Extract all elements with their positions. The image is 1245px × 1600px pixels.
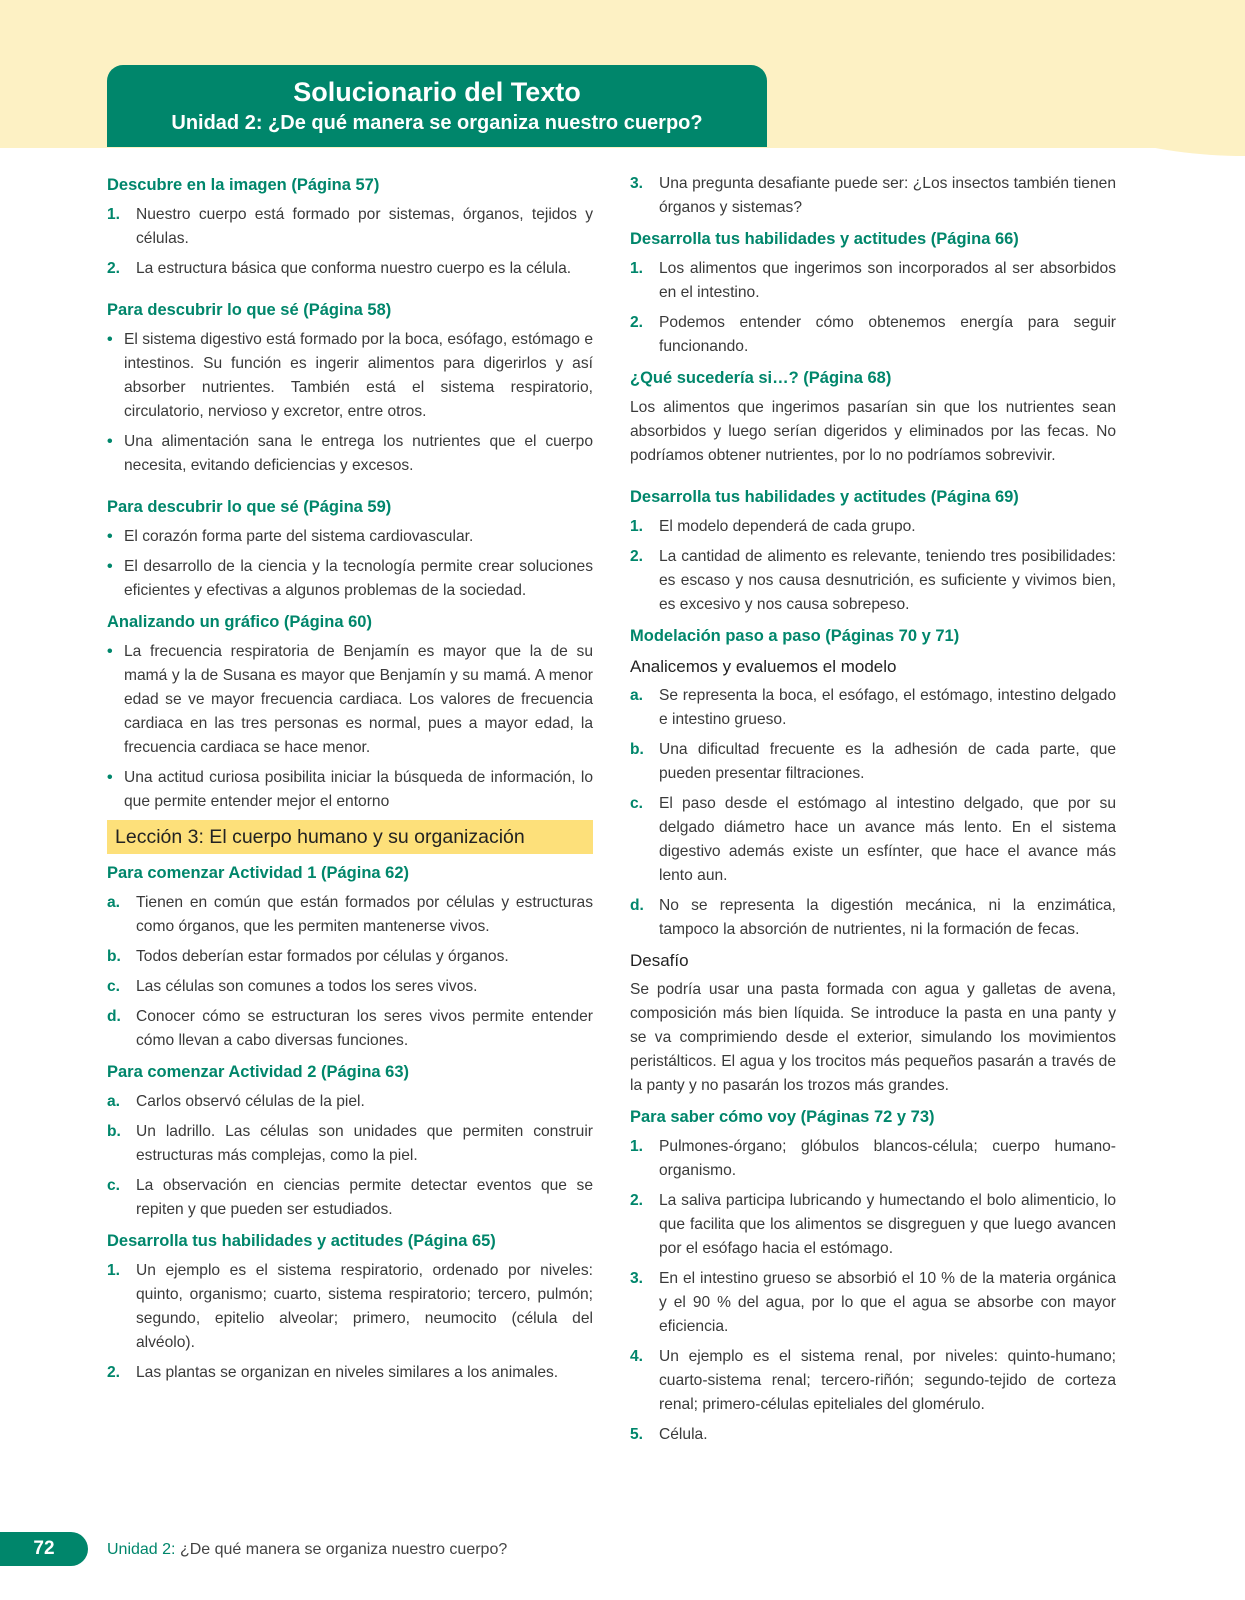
section-heading: Para saber cómo voy (Páginas 72 y 73) [630, 1108, 935, 1126]
item-text: Los alimentos que ingerimos son incorporados al ser absorbidos en el intestino. [659, 260, 1116, 301]
item-text: Una alimentación sana le entrega los nutrientes que el cuerpo necesita, evitando deficiencias y excesos. [124, 433, 593, 474]
item-marker: b. [107, 1123, 121, 1140]
list-item [630, 545, 1116, 617]
lesson-heading: Lección 3: El cuerpo humano y su organización [107, 820, 593, 854]
item-text: Célula. [659, 1426, 708, 1443]
item-marker: a. [107, 1093, 121, 1110]
item-text: Un ladrillo. Las células son unidades que permiten construir estructuras más complejas, como la piel. [136, 1123, 593, 1164]
section-heading: Desarrolla tus habilidades y actitudes (Página 65) [107, 1232, 496, 1250]
list-item [630, 515, 1116, 539]
item-marker: 2. [107, 1364, 121, 1381]
section-heading: Modelación paso a paso (Páginas 70 y 71) [630, 627, 960, 645]
item-text: Las plantas se organizan en niveles similares a los animales. [136, 1364, 559, 1381]
item-marker: • [107, 643, 113, 660]
list-item [630, 1345, 1116, 1417]
list-item [107, 975, 593, 999]
subheading: Desafío [630, 951, 689, 970]
item-text: El corazón forma parte del sistema cardiovascular. [124, 528, 474, 545]
section-heading: Analizando un gráfico (Página 60) [107, 613, 372, 631]
item-marker: • [107, 769, 113, 786]
item-marker: 1. [630, 1138, 644, 1155]
item-text: La cantidad de alimento es relevante, teniendo tres posibilidades: es escaso y nos causa desnutrición, es suficiente y vivimos bien, es excesivo y nos causa sobrepeso. [659, 548, 1116, 613]
item-marker: b. [107, 948, 121, 965]
list-item [107, 891, 593, 939]
item-text: La frecuencia respiratoria de Benjamín es mayor que la de su mamá y la de Susana es mayor que Benjamín y su mamá. A menor edad se ve mayor frecuencia cardiaca. Los valores de frecuencia cardiaca en las tres personas es normal, pues a mayor edad, la frecuencia cardiaca se hace menor. [124, 643, 593, 756]
item-text: Carlos observó células de la piel. [136, 1093, 365, 1110]
section-heading: Para descubrir lo que sé (Página 58) [107, 301, 392, 319]
item-text: Un ejemplo es el sistema renal, por niveles: quinto-humano; cuarto-sistema renal; tercero-riñón; segundo-tejido de corteza renal; primero-células epiteliales del glomérulo. [659, 1348, 1116, 1413]
title-banner [107, 65, 767, 147]
list-item [107, 1361, 593, 1385]
left-column [107, 172, 593, 1391]
item-marker: d. [107, 1008, 121, 1025]
list-item [630, 792, 1116, 888]
list-item [630, 1135, 1116, 1183]
page-title: Solucionario del Texto [293, 77, 581, 107]
item-text: Se representa la boca, el esófago, el estómago, intestino delgado e intestino grueso. [659, 687, 1116, 728]
list-item [107, 555, 593, 603]
item-text: Pulmones-órgano; glóbulos blancos-célula; cuerpo humano-organismo. [659, 1138, 1116, 1179]
footer-title: ¿De qué manera se organiza nuestro cuerpo? [175, 1541, 508, 1558]
list-item [630, 257, 1116, 305]
item-marker: d. [630, 897, 644, 914]
list-item [630, 1267, 1116, 1339]
list-item [107, 1005, 593, 1053]
item-marker: 1. [107, 206, 121, 223]
list-item [107, 203, 593, 251]
list-item [107, 766, 593, 814]
item-text: El sistema digestivo está formado por la boca, esófago, estómago e intestinos. Su función es ingerir alimentos para digerirlos y así absorber nutrientes. También está el sistema respiratorio, circulatorio, nervioso y excretor, entre otros. [124, 331, 593, 420]
item-marker: 3. [630, 1270, 644, 1287]
item-marker: 3. [630, 175, 644, 192]
item-marker: 2. [630, 1192, 644, 1209]
item-marker: • [107, 558, 113, 575]
list-item [630, 894, 1116, 942]
item-marker: • [107, 433, 113, 450]
list-item [107, 257, 593, 281]
item-marker: • [107, 528, 113, 545]
item-text: No se representa la digestión mecánica, ni la enzimática, tampoco la absorción de nutrientes, ni la formación de fecas. [659, 897, 1116, 938]
item-marker: a. [107, 894, 121, 911]
page-subtitle: Unidad 2: ¿De qué manera se organiza nuestro cuerpo? [171, 112, 703, 134]
item-text: Conocer cómo se estructuran los seres vivos permite entender cómo llevan a cabo diversas funciones. [136, 1008, 593, 1049]
section-heading: Para descubrir lo que sé (Página 59) [107, 498, 392, 516]
list-item [107, 640, 593, 760]
footer-text [107, 1538, 507, 1562]
item-text: Todos deberían estar formados por células y órganos. [136, 948, 509, 965]
section-heading: Para comenzar Actividad 1 (Página 62) [107, 864, 410, 882]
item-marker: 1. [107, 1262, 121, 1279]
item-marker: b. [630, 741, 644, 758]
item-text: El paso desde el estómago al intestino delgado, que por su delgado diámetro hace un avance más lento. En el sistema digestivo además existe un esfínter, que hace el avance más lento aun. [659, 795, 1116, 884]
list-item [630, 1423, 1116, 1447]
list-item [630, 684, 1116, 732]
list-item [630, 1189, 1116, 1261]
section-heading: Descubre en la imagen (Página 57) [107, 176, 380, 194]
item-text: Una dificultad frecuente es la adhesión de cada parte, que pueden presentar filtraciones. [659, 741, 1116, 782]
item-marker: 5. [630, 1426, 644, 1443]
item-text: El modelo dependerá de cada grupo. [659, 518, 916, 535]
list-item [107, 1090, 593, 1114]
item-text: La estructura básica que conforma nuestro cuerpo es la célula. [136, 260, 572, 277]
list-item [630, 738, 1116, 786]
item-marker: c. [630, 795, 644, 812]
list-item [107, 430, 593, 478]
list-item [107, 1120, 593, 1168]
footer-unit: Unidad 2: [107, 1541, 176, 1558]
item-text: Nuestro cuerpo está formado por sistemas, órganos, tejidos y células. [136, 206, 593, 247]
item-text: Tienen en común que están formados por células y estructuras como órganos, que les permiten mantenerse vivos. [136, 894, 593, 935]
item-marker: 2. [107, 260, 121, 277]
item-marker: c. [107, 978, 121, 995]
list-item [107, 525, 593, 549]
paragraph: Se podría usar una pasta formada con agua y galletas de avena, composición más bien líquida. Se introduce la pasta en una panty y se va comprimiendo desde el exterior, simulando los movimientos peristálticos. El agua y los trocitos más pequeños pasarán a través de la panty y no pasarán los trozos más grandes. [630, 981, 1116, 1094]
item-text: La observación en ciencias permite detectar eventos que se repiten y que pueden ser estudiados. [136, 1177, 593, 1218]
right-column [630, 172, 1116, 1453]
page-number: 72 [0, 1532, 88, 1566]
item-text: En el intestino grueso se absorbió el 10 % de la materia orgánica y el 90 % del agua, por lo que el agua se absorbe con mayor eficiencia. [659, 1270, 1116, 1335]
list-item [107, 328, 593, 424]
item-text: Las células son comunes a todos los seres vivos. [136, 978, 478, 995]
item-text: Un ejemplo es el sistema respiratorio, ordenado por niveles: quinto, organismo; cuarto, sistema respiratorio; tercero, pulmón; segundo, epitelio alveolar; primero, neumocito (célula del alvéolo). [136, 1262, 593, 1351]
list-item [630, 311, 1116, 359]
item-text: Una actitud curiosa posibilita iniciar la búsqueda de información, lo que permite entender mejor el entorno [124, 769, 593, 810]
item-marker: 4. [630, 1348, 644, 1365]
item-marker: 2. [630, 314, 644, 331]
paragraph: Los alimentos que ingerimos pasarían sin que los nutrientes sean absorbidos y luego serían digeridos y eliminados por las fecas. No podríamos obtener nutrientes, por lo no podríamos sobrevivir. [630, 399, 1116, 464]
section-heading: Desarrolla tus habilidades y actitudes (Página 69) [630, 488, 1019, 506]
item-marker: • [107, 331, 113, 348]
item-marker: a. [630, 687, 644, 704]
section-heading: Para comenzar Actividad 2 (Página 63) [107, 1063, 410, 1081]
item-text: El desarrollo de la ciencia y la tecnología permite crear soluciones eficientes y efectivas a algunos problemas de la sociedad. [124, 558, 593, 599]
list-item [107, 945, 593, 969]
item-marker: 1. [630, 518, 644, 535]
item-marker: c. [107, 1177, 121, 1194]
list-item [630, 172, 1116, 220]
section-heading: Desarrolla tus habilidades y actitudes (Página 66) [630, 230, 1019, 248]
item-text: La saliva participa lubricando y humectando el bolo alimenticio, lo que facilita que los alimentos se disgreguen y que luego avancen por el esófago hacia el estómago. [659, 1192, 1116, 1257]
item-marker: 2. [630, 548, 644, 565]
subheading: Analicemos y evaluemos el modelo [630, 657, 897, 676]
section-heading: ¿Qué sucedería si…? (Página 68) [630, 369, 892, 387]
list-item [107, 1259, 593, 1355]
list-item [107, 1174, 593, 1222]
item-text: Podemos entender cómo obtenemos energía para seguir funcionando. [659, 314, 1116, 355]
item-text: Una pregunta desafiante puede ser: ¿Los insectos también tienen órganos y sistemas? [659, 175, 1116, 216]
item-marker: 1. [630, 260, 644, 277]
